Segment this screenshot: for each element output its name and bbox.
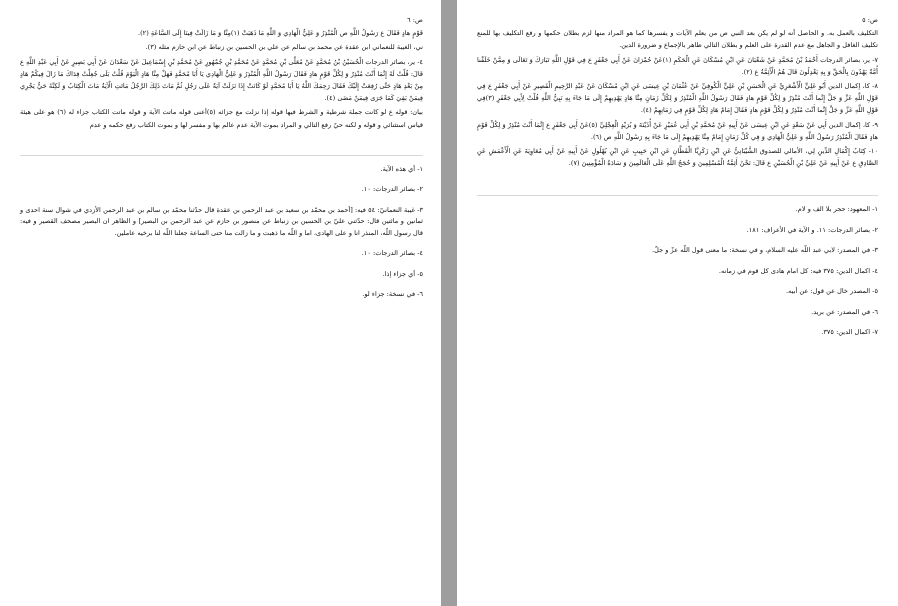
footnote: ٢- بصائر الدرجات: ١١. و الآية في الأعراف: ١٨١. <box>746 225 878 234</box>
footnote: ٢- بصائر الدرجات: ١٠. <box>361 185 423 194</box>
text-paragraph: ١٠- كِتَابُ إِكْمَالِ الدِّينِ لِي، الأمالي للصدوق الشَّيْبَانِيُّ عَنِ ابْنِ زَكَرِيَّا الْقَطَّانِ عَنِ ابْنِ حَبِيبٍ عَنِ ابْنِ بُهْلُولٍ عَنْ أَبِيهِ عَنْ أَبِي مُعَاوِيَةَ عَنِ الْأَعْمَشِ عَنِ الصَّادِقِ ع عَنْ أَبِيهِ عَنْ عَلِيِّ بْنِ الْحُسَيْنِ ع قَالَ: نَحْنُ أَئِمَّةُ الْمُسْلِمِينَ وَ حُجَجُ اللَّهِ عَلَى الْعَالَمِينَ وَ سَادَةُ الْمُؤْمِنِينَ (٧). <box>477 147 878 168</box>
document-page-left <box>0 0 441 606</box>
text-paragraph: قَوْمٍ هادٍ فَقَالَ ع رَسُولُ اللَّهِ ص الْمُنْذِرُ وَ عَلِيٌّ الْهَادِي وَ اللَّهِ مَا ذَهَبَتْ (١)مِنَّا وَ مَا زَالَتْ فِينَا إِلَى السَّاعَةِ (٢). <box>138 29 423 38</box>
footnote: ٤- بصائر الدرجات: ١٠. <box>361 249 423 258</box>
footnote: ٤- اكمال الدين: ٣٧٥ فيه: كل امام هادى كل قوم في زمانه. <box>718 266 878 275</box>
text-paragraph: ٩- كا، إكمال الدين أَبِي عَنْ سَعْدٍ عَنِ ابْنِ عِيسَى عَنْ أَبِيهِ عَنْ مُحَمَّدِ بْنِ أَبِي عُمَيْرٍ عَنْ أُذَيْنَةَ وَ بُرَيْدٍ الْعِجْلِيِّ (٥)عَنْ أَبِي جَعْفَرٍ ع إِنَّمَا أَنْتَ مُنْذِرٌ وَ لِكُلِّ قَوْمٍ هادٍ فَقَالَ الْمُنْذِرُ رَسُولُ اللَّهِ وَ عَلِيٌّ الْهَادِي وَ فِي كُلِّ زَمَانٍ إِمَامٌ مِنَّا يَهْدِيهِمْ إِلَى مَا جَاءَ بِهِ رَسُولُ اللَّهِ ص (٦). <box>477 120 879 141</box>
page-gap <box>441 0 457 606</box>
footnote: ٣- في المصدر: لابي عبد اللّه عليه السلام، و في نسخة: ما معنى قول اللّه عزّ و جلّ. <box>652 246 878 255</box>
footnote: ٥- المصدر خال عن قول: عن أبيه. <box>785 287 878 296</box>
footnote: ١- أي هذه الآية. <box>380 164 423 173</box>
main-text <box>20 27 423 131</box>
text-paragraph: ٧- ير، بصائر الدرجات أَحْمَدُ بْنُ مُحَمَّدٍ عَنْ شَعْبَانَ عَنِ ابْنِ مُسْكَانَ عَنِ الْحَكَمِ (١)عَنْ حُمْرَانَ عَنْ أَبِي جَعْفَرٍ ع فِي قَوْلِ اللَّهِ تَبَارَكَ وَ تَعَالَى وَ مِمَّنْ خَلَقْنا أُمَّةٌ يَهْدُونَ بِالْحَقِّ وَ بِهِ يَعْدِلُونَ قَالَ هُمُ الْأَئِمَّةُ ع (٢). <box>477 55 878 76</box>
text-paragraph: التكليف بالعمل به. و الحاصل أنه لو لم يكن بعد النبي ص من يعلم الآيات و يفسرها كما هو المراد منها لزم بطلان حكمها و رفع التكليف بها للمنع تكليف الغافل و الجاهل مع عدم القدرة على العلم و بطلان التالي ظاهر بالإجماع و ضرورة الدين. <box>477 29 878 50</box>
footnote: ٦- في نسخة: جزاء لو. <box>362 290 423 299</box>
document-page-right <box>457 0 898 606</box>
footnote: ٦- في المصدر: عن بريد. <box>811 307 878 316</box>
page-number: ص: ٦ <box>407 16 423 24</box>
text-paragraph: ٤- ير، بصائر الدرجات الْحُسَيْنُ بْنُ مُحَمَّدٍ عَنْ مُعَلَّى بْنِ مُحَمَّدٍ عَنْ مُحَمَّدِ بْنِ جُمْهُورٍ عَنْ مُحَمَّدِ بْنِ إِسْمَاعِيلَ عَنْ سَعْدَانَ عَنْ أَبِي بَصِيرٍ عَنْ أَبِي عَبْدِ اللَّهِ ع قَالَ: قُلْتُ لَهُ إِنَّمَا أَنْتَ مُنْذِرٌ وَ لِكُلِّ قَوْمٍ هادٍ فَقَالَ رَسُولُ اللَّهِ الْمُنْذِرُ وَ عَلِيٌّ الْهَادِي يَا أَبَا مُحَمَّدٍ فَهَلْ مِنَّا هَادٍ الْيَوْمَ قُلْتُ بَلَى جُعِلْتُ فِدَاكَ مَا زَالَ فِيكُمْ هَادٍ مِنْ بَعْدِ هَادٍ حَتَّى رُفِعَتْ إِلَيْكَ فَقَالَ رَحِمَكَ اللَّهُ يَا أَبَا مُحَمَّدٍ لَوْ كَانَتْ إِذَا نَزَلَتْ آيَةٌ عَلَى رَجُلٍ ثُمَّ مَاتَ ذَلِكَ الرَّجُلُ مَاتَتِ الْآيَةُ مَاتَ الْكِتَابُ وَ لَكِنَّهُ حَيٌّ يَجْرِي فِيمَنْ بَقِيَ كَمَا جَرَى فِيمَنْ مَضَى (٤). <box>20 57 423 103</box>
main-text <box>477 27 878 169</box>
footnotes <box>20 156 423 301</box>
text-paragraph: بيان: قوله ع لو كانت جملة شرطية و الشرط فيها قوله إذا نزلت مع جزائه (٥)أعنى قوله ماتت الآية و قوله ماتت الكتاب جزاء له (٦) هو على هيئة قياس استثنائي و قوله و لكنه حيّ رفع التالي و المراد بموت الآية عدم عالم بها و مفسر لها و بموت الكتاب رفع حكمه و عدم <box>20 108 423 129</box>
text-paragraph: ني، الغيبة للنعماني ابن عقدة عن محمد بن سالم عن علي بن الحسين بن زنباط عن ابن حازم مثله (٣). <box>145 43 423 52</box>
footnote: ٥- أي جزاء إذا. <box>382 269 423 278</box>
footnotes <box>477 196 878 339</box>
footnote: ٣- غيبة النعمانيّ: ٥٤ فيه: [أحمد بن محمّد بن سعيد بن عبد الرحمن بن عقدة قال حدّثنا محمّد بن سالم بن عبد الرحمن الأزدي في شوال سنة احدى و ثمانين و مائتين قال: حدّثني عليّ بن الحسين بن زنباط عن منصور بن حازم عن عبد الرحمن بن البصير] و الظاهر ان البصير مصحف القصير و فيه: قال رسول اللّه، المنذر انا و على الهادى، اما و اللّه ما ذهبت و ما زالت منا حتى الساعة جعلنا اللّه لنا برخيه عاملين. <box>20 205 423 237</box>
page-number: ص: ٥ <box>862 16 878 24</box>
footnote: ٧- اكمال الدين: ٣٧٥. <box>821 328 878 337</box>
footnote: ١- المعهود: حجر بلا الف و لام. <box>795 205 878 214</box>
text-paragraph: ٨- كا، إكمال الدين أَبُو عَلِيٍّ الْأَشْعَرِيِّ عَنِ الْحَسَنِ بْنِ عَلِيٍّ الْكُوفِيِّ عَنْ عُثْمَانَ بْنِ عِيسَى عَنِ ابْنِ مُسْكَانَ عَنْ عَبْدِ الرَّحِيمِ الْقَصِيرِ عَنْ أَبِي جَعْفَرٍ ع فِي قَوْلِ اللَّهِ عَزَّ وَ جَلَّ إِنَّما أَنْتَ مُنْذِرٌ وَ لِكُلِّ قَوْمٍ هادٍ فَقَالَ رَسُولُ اللَّهِ الْمُنْذِرُ وَ لِكُلِّ زَمَانٍ مِنَّا هَادٍ يَهْدِيهِمْ إِلَى مَا جَاءَ بِهِ نَبِيُّ اللَّهِ قُلْتُ لِأَبِي جَعْفَرٍ (٣)فِي قَوْلِ اللَّهِ عَزَّ وَ جَلَّ إِنَّما أَنْتَ مُنْذِرٌ وَ لِكُلِّ قَوْمٍ هادٍ فَقَالَ إِمَامٌ هَادٍ لِكُلِّ قَوْمٍ فِي زَمَانِهِمْ (٤). <box>477 82 878 115</box>
